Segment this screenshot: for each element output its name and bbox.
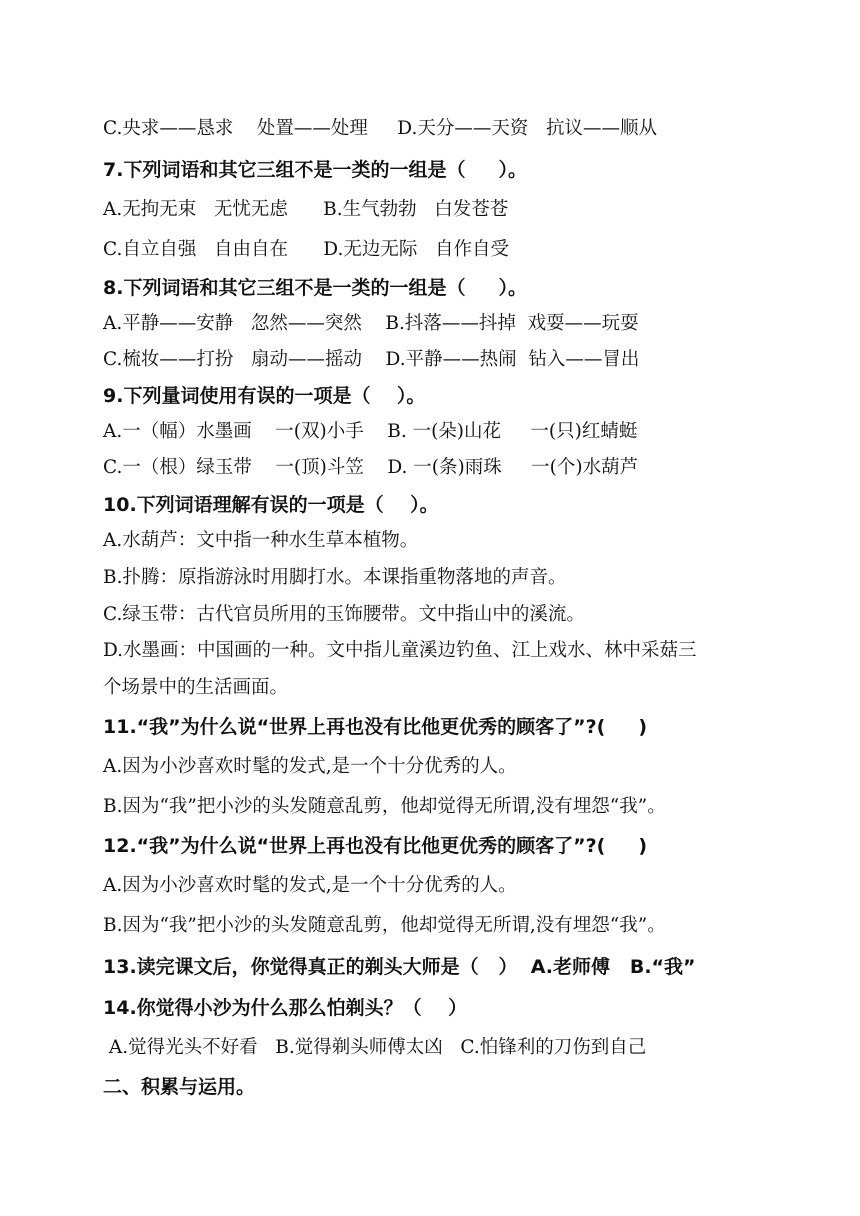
question-8: 8.下列词语和其它三组不是一类的一组是（ ）。 [103,277,528,299]
question-12: 12.“我”为什么说“世界上再也没有比他更优秀的顾客了”?( ) [103,835,648,857]
question-9: 9.下列量词使用有误的一项是（ ）。 [103,385,426,407]
q12-option-b: B.因为“我”把小沙的头发随意乱剪，他却觉得无所谓,没有埋怨“我”。 [103,915,666,936]
q10-option-d-cont: 个场景中的生活画面。 [103,677,289,698]
q9-options-ab: A.一（幅）水墨画 一(双)小手 B. 一(朵)山花 一(只)红蜻蜓 [103,421,638,442]
q9-options-cd: C.一（根）绿玉带 一(顶)斗笠 D. 一(条)雨珠 一(个)水葫芦 [103,457,639,478]
section-heading-2: 二、积累与运用。 [103,1076,256,1098]
q14-options: A.觉得光头不好看 B.觉得剃头师傅太凶 C.怕锋利的刀伤到自己 [103,1037,647,1058]
q12-option-a: A.因为小沙喜欢时髦的发式,是一个十分优秀的人。 [103,875,517,896]
q10-option-a: A.水葫芦：文中指一种水生草本植物。 [103,530,419,551]
q8-options-cd: C.梳妆——打扮 扇动——摇动 D.平静——热闹 钻入——冒出 [103,349,640,370]
q7-options-ab: A.无拘无束 无忧无虑 B.生气勃勃 白发苍苍 [103,199,509,220]
q11-option-a: A.因为小沙喜欢时髦的发式,是一个十分优秀的人。 [103,756,517,777]
q10-option-c: C.绿玉带：古代官员所用的玉饰腰带。文中指山中的溪流。 [103,604,585,625]
q11-option-b: B.因为“我”把小沙的头发随意乱剪，他却觉得无所谓,没有埋怨“我”。 [103,796,666,817]
question-13: 13.读完课文后，你觉得真正的剃头大师是（ ） A.老师傅 B.“我” [103,956,696,978]
q8-options-ab: A.平静——安静 忽然——突然 B.抖落——抖掉 戏耍——玩耍 [103,313,639,334]
q10-option-d: D.水墨画：中国画的一种。文中指儿童溪边钓鱼、江上戏水、林中采菇三 [103,640,697,661]
q7-options-cd: C.自立自强 自由自在 D.无边无际 自作自受 [103,239,509,260]
question-11: 11.“我”为什么说“世界上再也没有比他更优秀的顾客了”?( ) [103,716,648,738]
question-14: 14.你觉得小沙为什么那么怕剃头？（ ） [103,997,468,1019]
question-10: 10.下列词语理解有误的一项是（ ）。 [103,494,439,516]
q6-options-cd: C.央求——恳求 处置——处理 D.天分——天资 抗议——顺从 [103,118,657,139]
question-7: 7.下列词语和其它三组不是一类的一组是（ ）。 [103,159,528,181]
q10-option-b: B.扑腾：原指游泳时用脚打水。本课指重物落地的声音。 [103,567,567,588]
